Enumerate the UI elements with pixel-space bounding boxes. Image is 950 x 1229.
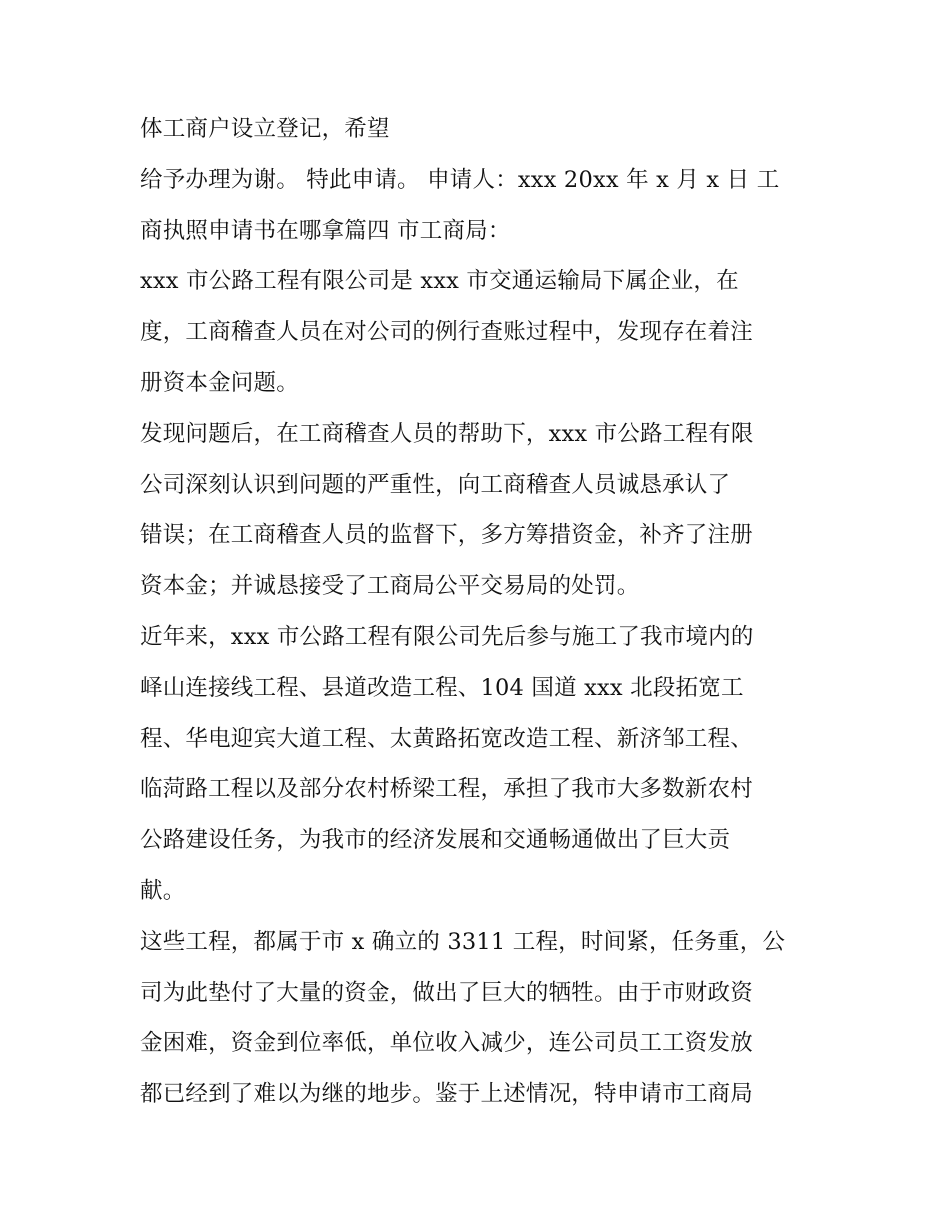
text-line: 献。	[140, 877, 186, 904]
text-line: 公路建设任务，为我市的经济发展和交通畅通做出了巨大贡	[140, 827, 731, 854]
text-line: 度，工商稽查人员在对公司的例行查账过程中，发现存在着注	[140, 319, 753, 346]
text-line: 这些工程，都属于市 x 确立的 3311 工程，时间紧，任务重，公	[140, 928, 786, 955]
text-line: 错误；在工商稽查人员的监督下，多方筹措资金，补齐了注册	[140, 522, 753, 549]
text-line: 都已经到了难以为继的地步。鉴于上述情况，特申请市工商局	[140, 1081, 753, 1108]
text-line: 体工商户设立登记，希望	[140, 116, 390, 142]
text-line: 发现问题后，在工商稽查人员的帮助下，xxx 市公路工程有限	[140, 420, 754, 447]
text-line: 峄山连接线工程、县道改造工程、104 国道 xxx 北段拓宽工	[140, 674, 744, 701]
text-line: xxx 市公路工程有限公司是 xxx 市交通运输局下属企业，在	[140, 268, 739, 295]
text-line: 金困难，资金到位率低，单位收入减少，连公司员工工资发放	[140, 1030, 753, 1057]
text-line: 近年来，xxx 市公路工程有限公司先后参与施工了我市境内的	[140, 623, 754, 650]
text-line: 临菏路工程以及部分农村桥梁工程，承担了我市大多数新农村	[140, 776, 753, 803]
text-line: 商执照申请书在哪拿篇四 市工商局：	[140, 217, 511, 244]
text-line: 司为此垫付了大量的资金，做出了巨大的牺牲。由于市财政资	[140, 979, 753, 1006]
document-body	[140, 104, 820, 1120]
text-line: 册资本金问题。	[140, 369, 299, 396]
text-line: 资本金；并诚恳接受了工商局公平交易局的处罚。	[140, 573, 640, 600]
text-line: 公司深刻认识到问题的严重性，向工商稽查人员诚恳承认了	[140, 471, 731, 498]
text-line: 程、华电迎宾大道工程、太黄路拓宽改造工程、新济邹工程、	[140, 725, 753, 752]
text-line: 给予办理为谢。 特此申请。 申请人：xxx 20xx 年 x 月 x 日 工	[140, 166, 780, 193]
